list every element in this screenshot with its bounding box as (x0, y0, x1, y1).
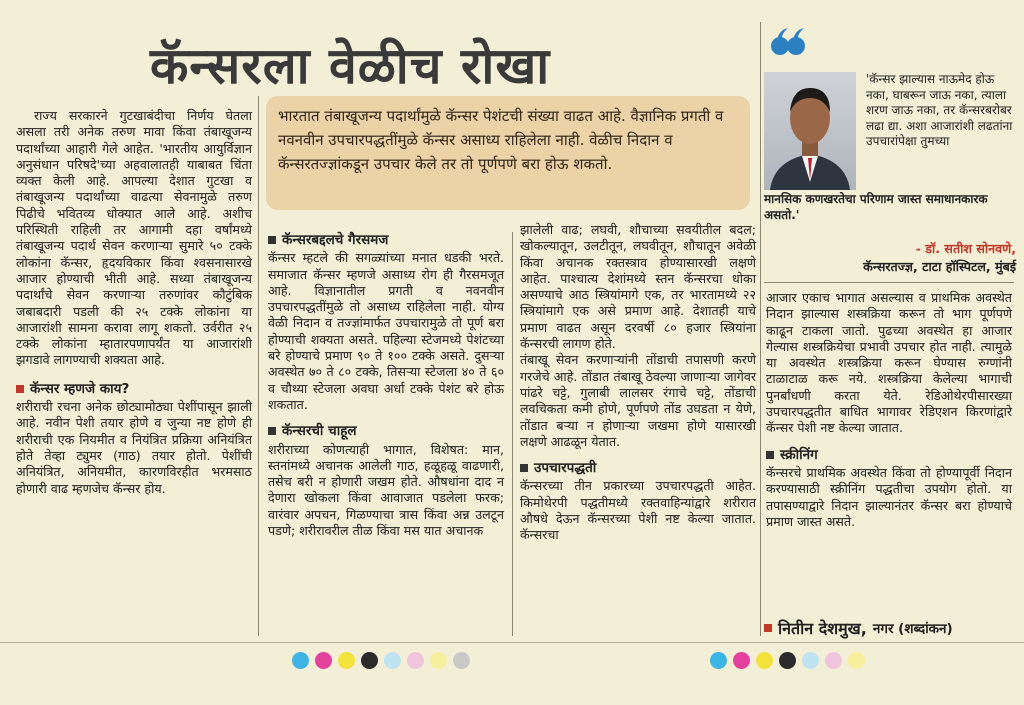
section-body-what-is-cancer: शरीराची रचना अनेक छोट्यामोठ्या पेशींपासून झाली आहे. नवीन पेशी तयार होणे व जुन्या नष्ट होणे ही शरीराची एक नियमीत व नियंत्रित प्रक्रिया अनियंत्रित होते तेव्हा ट्युमर (गाठ) तयार होतो. पेशींची अनियंत्रित, अनियमीत, कारणविरहीत भरमसाठ होणारी वाढ म्हणजेच कॅन्सर होय. (16, 399, 252, 496)
column-3 (520, 222, 756, 544)
section-heading-symptoms: कॅन्सरची चाहूल (268, 423, 504, 439)
light-cyan-dot (802, 652, 819, 669)
section-heading-screening: स्क्रीनिंग (766, 447, 1012, 463)
column-divider (512, 232, 513, 636)
color-registration-dots-right (710, 652, 865, 669)
light-yellow-dot (430, 652, 447, 669)
section-divider (764, 282, 1014, 283)
author-signature (764, 617, 953, 639)
bullet-square-icon (268, 427, 276, 435)
doctor-byline (780, 240, 1016, 276)
black-dot (361, 652, 378, 669)
section-body-symptoms: शरीराच्या कोणत्याही भागात, विशेषत: मान, स्तनांमध्ये अचानक आलेली गाठ, हळूहळू वाढणारी, तसेच बरी न होणारी जखम होते. औषधांना दाद न देणारा खोकला किंवा आवाजात पडलेला फरक; वारंवार अपचन, गिळण्याचा त्रास किंवा अन्न उलटून पडणे; शरीरावरील तीळ किंवा मस यात अचानक (268, 441, 504, 539)
intro-paragraph: राज्य सरकारने गुटखाबंदीचा निर्णय घेतला असला तरी अनेक तरुण मावा किंवा तंबाखूजन्य पदार्थांच्या आहारी गेले आहेत. 'भारतीय आयुर्विज्ञान अनुसंधान परिषदे'च्या अहवालातही याबाबत चिंता व्यक्त केली आहे. आपल्या देशात गुटखा व तंबाखूजन्य पदार्थांच्या वाढत्या सेवनामुळे तरुण पिढीचे भवितव्य धोक्यात आले आहे. अशीच परिस्थिती राहिली तर आगामी दहा वर्षांमध्ये तंबाखूजन्य पदार्थ सेवन करणाऱ्या सुमारे ५० टक्के लोकांना कॅन्सर, हृदयविकार किंवा श्वसनासारखे आजार होण्याची भीती आहे. सध्या तंबाखूजन्य पदार्थांचे सेवन करणाऱ्या तरुणांवर कौटुंबिक जबाबदारी पडली की २५ टक्के लोकांना या आजारांशी सामना करावा लागू शकतो. उर्वरीत २५ टक्के लोकांना म्हातारपणापर्यंत या आजारांशी झगडावे लागण्याची शक्यता आहे. (16, 108, 252, 368)
section-heading-what-is-cancer: कॅन्सर म्हणजे काय? (16, 381, 252, 397)
light-magenta-dot (825, 652, 842, 669)
light-cyan-dot (384, 652, 401, 669)
yellow-dot (338, 652, 355, 669)
cyan-dot (710, 652, 727, 669)
highlight-callout: भारतात तंबाखूजन्य पदार्थांमुळे कॅन्सर पेशंटची संख्या वाढत आहे. वैज्ञानिक प्रगती व नवनवीन उपचारपद्धतींमुळे कॅन्सर असाध्य राहिलेला नाही. वेळीच निदान व कॅन्सरतज्ज्ञांकडून उपचार केले तर तो पूर्णपणे बरा होऊ शकतो. (266, 96, 750, 210)
author-place: नगर (शब्दांकन) (872, 621, 953, 637)
section-body-treatment: कॅन्सरच्या तीन प्रकारच्या उपचारपद्धती आहेत. किमोथेरपी पद्धतीमध्ये रक्तवाहिन्यांद्वारे शरीरात औषधे देऊन कॅन्सरच्या पेशी नष्ट केल्या जातात. कॅन्सरचा (520, 478, 756, 543)
section-heading-treatment: उपचारपद्धती (520, 460, 756, 476)
gray-dot (453, 652, 470, 669)
portrait-icon (764, 72, 856, 190)
bullet-square-icon (766, 451, 774, 459)
author-name: नितीन देशमुख, (778, 619, 867, 638)
cyan-dot (292, 652, 309, 669)
light-magenta-dot (407, 652, 424, 669)
bullet-square-icon (16, 385, 24, 393)
section-heading-misconceptions: कॅन्सरबद्दलचे गैरसमज (268, 232, 504, 248)
doctor-role: कॅन्सरतज्ज्ञ, टाटा हॉस्पिटल, मुंबई (863, 259, 1016, 274)
page-bottom-rule (0, 642, 1024, 643)
section-body-misconceptions: कॅन्सर म्हटले की सगळ्यांच्या मनात धडकी भरते. समाजात कॅन्सर म्हणजे असाध्य रोग ही गैरसमजूत आहे. विज्ञानातील प्रगती व नवनवीन उपचारपद्धतींमुळे तो असाध्य राहिलेला नाही. योग्य वेळी निदान व तज्ज्ञांमार्फत उपचारामुळे तो पूर्ण बरा होण्याची शक्यता असते. पहिल्या स्टेजमध्ये पेशंटच्या बरे होण्याचे प्रमाण ९० ते १०० टक्के असते. दुसऱ्या अवस्थेत ७० ते ८० टक्के, तिसऱ्या स्टेजला ४० ते ६० व चौथ्या स्टेजला अवघा अर्धा टक्के पेशंट बरे होऊ शकतात. (268, 250, 504, 412)
doctor-name: - डॉ. सतीश सोनवणे, (915, 241, 1016, 256)
black-dot (779, 652, 796, 669)
bullet-square-icon (764, 624, 772, 632)
doctor-quote: 'कॅन्सर झाल्यास नाऊमेद होऊ नका, घाबरून जाऊ नका, त्याला शरण जाऊ नका, तर कॅन्सरबरोबर लढा द्या. अशा आजारांशी लढतांना उपचारांपेक्षा तुमच्या (866, 72, 1013, 149)
magenta-dot (315, 652, 332, 669)
column-4 (766, 290, 1012, 530)
oral-check-paragraph: तंबाखू सेवन करणाऱ्यांनी तोंडाची तपासणी करणे गरजेचे आहे. तोंडात तंबाखू ठेवल्या जाणाऱ्या जागेवर पांढरे चट्टे, गुलाबी लालसर रंगाचे चट्टे, तोंडाची लवचिकता कमी होणे, पूर्णपणे तोंड उघडता न येणे, तोंडात बऱ्या न होणाऱ्या जखमा होणे यासारखी लक्षणे आढळून येतात. (520, 352, 756, 449)
symptoms-continued: झालेली वाढ; लघवी, शौचाच्या सवयीतील बदल; खोकल्यातून, उलटीतून, लघवीतून, शौचातून अवेळी किंवा अचानक रक्तस्त्राव होण्यासारखी लक्षणे आहेत. पाश्चात्य देशांमध्ये स्तन कॅन्सरचा धोका असण्याचे आठ स्त्रियांमागे एक, तर भारतामध्ये २२ स्त्रियांमागे एक असे प्रमाण आहे. देशातही याचे प्रमाण वाढत असून दरवर्षी ८० हजार स्त्रियांना कॅन्सरची लागण होते. (520, 222, 756, 352)
column-divider (760, 22, 761, 636)
surgery-paragraph: आजार एकाच भागात असल्यास व प्राथमिक अवस्थेत निदान झाल्यास शस्त्रक्रिया करून तो भाग पूर्णपणे काढून टाकला जातो. पुढच्या अवस्थेत हा आजार गेल्यास शस्त्रक्रियेचा प्रभावी उपचार होत नाही. त्यामुळे या अवस्थेत शस्त्रक्रिया करून घेण्यास रुग्णांनी टाळाटाळ करू नये. शस्त्रक्रिया केलेल्या भागाची पुनर्बांधणी करता येते. रेडिओथेरपीसारख्या उपचारपद्धतीत बाधित भागावर रेडिएशन किरणांद्वारे कॅन्सर पेशी नष्ट केल्या जातात. (766, 290, 1012, 436)
headline: कॅन्सरला वेळीच रोखा (150, 36, 551, 95)
color-registration-dots-left (292, 652, 470, 669)
quote-mark-icon (768, 22, 808, 62)
light-yellow-dot (848, 652, 865, 669)
doctor-portrait-photo (764, 72, 856, 190)
bullet-square-icon (520, 464, 528, 472)
yellow-dot (756, 652, 773, 669)
column-divider (258, 96, 259, 636)
section-body-screening: कॅन्सरचे प्राथमिक अवस्थेत किंवा तो होण्यापूर्वी निदान करण्यासाठी स्क्रीनिंग पद्धतीचा उपयोग होतो. या तपासण्याद्वारे निदान झाल्यानंतर कॅन्सर बरा होण्याचे प्रमाण जास्त असते. (766, 464, 1012, 529)
column-1 (16, 108, 252, 497)
bullet-square-icon (268, 236, 276, 244)
magenta-dot (733, 652, 750, 669)
column-2 (268, 232, 504, 539)
doctor-quote-tail: मानसिक कणखरतेचा परिणाम जास्त समाधानकारक असतो.' (764, 192, 988, 222)
